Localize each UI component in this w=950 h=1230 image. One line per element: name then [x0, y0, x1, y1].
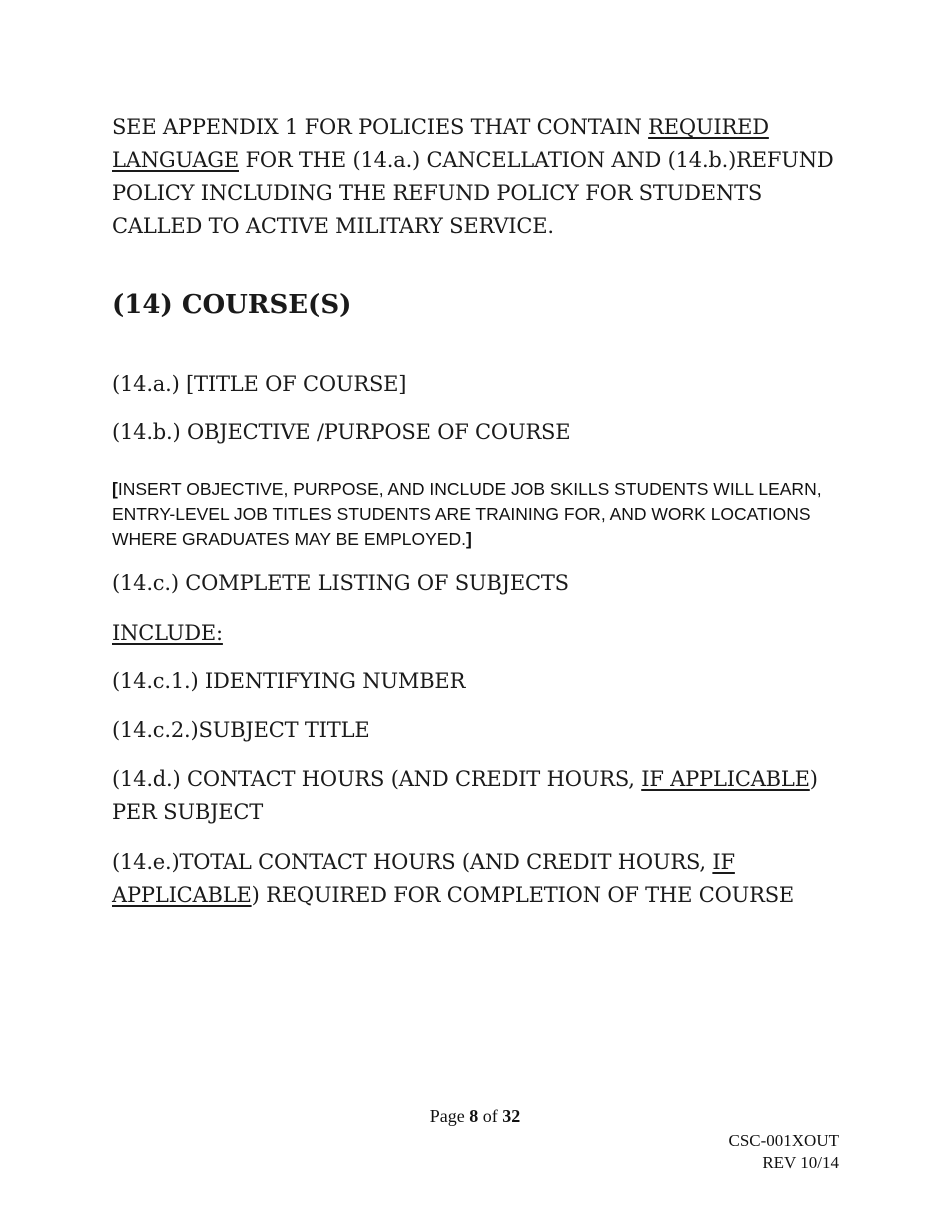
section-heading-courses: (14) COURSE(S)	[112, 290, 352, 320]
item-14e-text-cont: ) REQUIRED FOR COMPLETION OF THE COURSE	[251, 883, 795, 907]
form-code: CSC-001XOUT	[728, 1131, 839, 1150]
appendix-note	[112, 111, 842, 243]
if-applicable-underlined: IF APPLICABLE	[112, 850, 735, 907]
revision-date: REV 10/14	[762, 1153, 839, 1172]
required-language-underlined: REQUIRED LANGUAGE	[112, 115, 769, 172]
appendix-note-text-cont: FOR THE (14.a.) CANCELLATION AND (14.b.)REFUND POLICY INCLUDING THE REFUND POLICY FOR STUDENTS CALLED TO ACTIVE MILITARY SERVICE.	[112, 148, 834, 238]
bracket-close: ]	[465, 529, 472, 549]
total-pages: 32	[502, 1106, 521, 1126]
include-label	[112, 617, 223, 650]
item-14a-title-of-course: (14.a.) [TITLE OF COURSE]	[112, 372, 407, 396]
form-code-footer	[728, 1130, 839, 1174]
item-14d-text: (14.d.) CONTACT HOURS (AND CREDIT HOURS,	[112, 767, 642, 791]
item-14c-listing-of-subjects: (14.c.) COMPLETE LISTING OF SUBJECTS	[112, 571, 569, 595]
include-label-text: INCLUDE:	[112, 621, 223, 645]
item-14e-total-contact-hours	[112, 846, 852, 912]
objective-instruction	[112, 477, 852, 552]
item-14c2-subject-title: (14.c.2.)SUBJECT TITLE	[112, 718, 370, 742]
item-14c1-identifying-number: (14.c.1.) IDENTIFYING NUMBER	[112, 669, 466, 693]
of-label: of	[478, 1106, 503, 1126]
page-number-footer	[0, 1106, 950, 1127]
appendix-note-text: SEE APPENDIX 1 FOR POLICIES THAT CONTAIN	[112, 115, 649, 139]
current-page: 8	[469, 1106, 479, 1126]
item-14e-text: (14.e.)TOTAL CONTACT HOURS (AND CREDIT HOURS,	[112, 850, 713, 874]
if-applicable-underlined: IF APPLICABLE	[641, 767, 810, 791]
item-14b-objective-purpose: (14.b.) OBJECTIVE /PURPOSE OF COURSE	[112, 420, 571, 444]
item-14d-text-cont: ) PER SUBJECT	[112, 767, 818, 824]
item-14d-contact-hours	[112, 763, 842, 829]
instruction-text: INSERT OBJECTIVE, PURPOSE, AND INCLUDE JOB SKILLS STUDENTS WILL LEARN, ENTRY-LEVEL JOB TITLES STUDENTS ARE TRAINING FOR, AND WORK LOCATIONS WHERE GRADUATES MAY BE EMPLOYED.	[112, 479, 822, 549]
bracket-open: [	[112, 479, 118, 499]
page-label: Page	[429, 1106, 470, 1126]
